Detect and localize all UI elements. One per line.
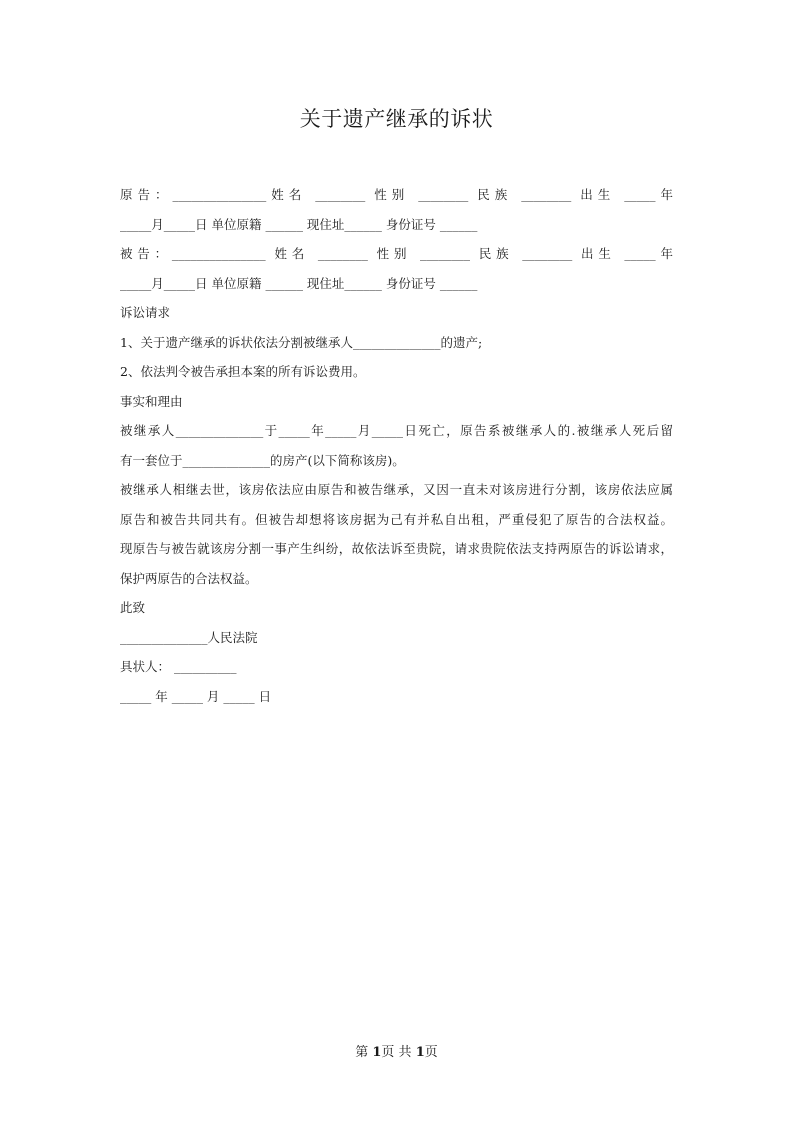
claim-item-2: 2、依法判令被告承担本案的所有诉讼费用。 <box>120 364 366 379</box>
footer-prefix: 第 <box>355 1045 373 1060</box>
plaintiff-info-line-1: 原告：_______________姓名 ________ 性别 ________ 民族 ________ 出生 _____年 <box>120 187 673 202</box>
salutation: 此致 <box>120 600 146 615</box>
facts-paragraph-2-line-1: 被继承人相继去世，该房依法应由原告和被告继承，又因一直未对该房进行分割，该房依法应属 <box>120 482 673 497</box>
facts-paragraph-3-line-2: 保护两原告的合法权益。 <box>120 570 258 586</box>
court-name: ______________人民法院 <box>120 629 258 645</box>
signing-date: _____ 年 _____ 月 _____ 日 <box>120 688 272 704</box>
document-body <box>120 180 673 711</box>
facts-paragraph-2-line-2: 原告和被告共同共有。但被告却想将该房据为己有并私自出租，严重侵犯了原告的合法权益。 <box>120 511 673 527</box>
page-number-footer <box>0 1041 793 1060</box>
claims-heading: 诉讼请求 <box>120 305 171 320</box>
defendant-info-line-1: 被告：_______________ 姓名 ________ 性别 ________ 民族 ________ 出生 _____年 <box>120 246 673 261</box>
current-page-number: 1 <box>372 1045 382 1060</box>
facts-paragraph-1-line-2: 有一套位于______________的房产(以下简称该房)。 <box>120 452 405 468</box>
facts-paragraph-3-line-1: 现原告与被告就该房分割一事产生纠纷，故依法诉至贵院，请求贵院依法支持两原告的诉讼请求， <box>120 541 673 556</box>
total-page-number: 1 <box>415 1045 425 1060</box>
signatory: 具状人： __________ <box>120 659 237 674</box>
footer-middle: 页 共 <box>381 1045 416 1060</box>
facts-heading: 事实和理由 <box>120 393 183 409</box>
claim-item-1: 1、关于遗产继承的诉状依法分割被继承人______________的遗产; <box>120 334 483 350</box>
plaintiff-info-line-2: _____月_____日 单位原籍 ______ 现住址______ 身份证号 ______ <box>120 216 478 232</box>
document-title: 关于遗产继承的诉状 <box>299 107 494 131</box>
facts-paragraph-1-line-1: 被继承人______________于_____年_____月_____日死亡，原告系被继承人的.被继承人死后留 <box>120 423 673 438</box>
defendant-info-line-2: _____月_____日 单位原籍 ______ 现住址______ 身份证号 ______ <box>120 275 478 291</box>
footer-suffix: 页 <box>424 1045 438 1060</box>
